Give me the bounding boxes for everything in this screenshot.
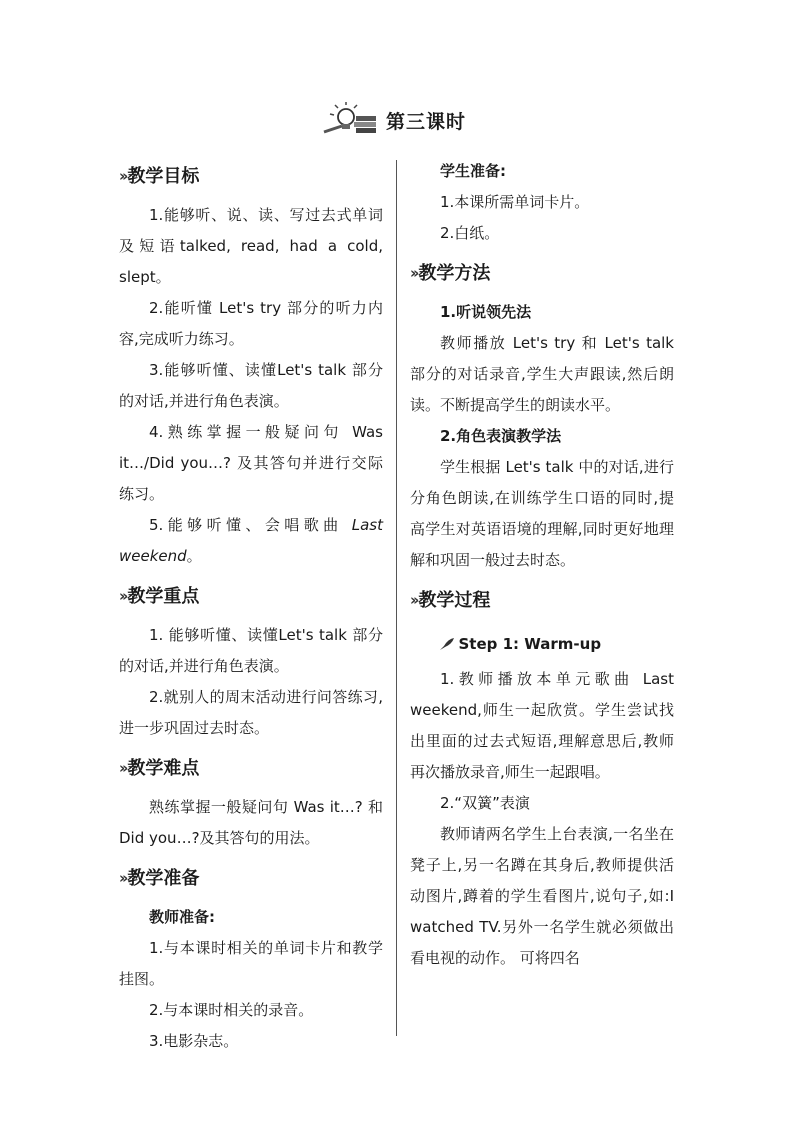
section-heading-preparation: ›› 教学准备 <box>119 860 383 896</box>
goal-3: 3.能够听懂、读懂Let's talk 部分的对话,并进行角色表演。 <box>119 361 383 410</box>
title-block <box>322 100 466 140</box>
key-point-2: 2.就别人的周末活动进行问答练习,进一步巩固过去时态。 <box>119 688 383 737</box>
goal-1: 1.能够听、说、读、写过去式单词及短语talked, read, had a cold, slept。 <box>119 206 383 286</box>
teacher-prep-label: 教师准备: <box>149 908 215 926</box>
teacher-prep-item-1: 1.与本课时相关的单词卡片和教学挂图。 <box>119 939 383 988</box>
right-column <box>410 158 674 974</box>
goal-5: 5.能够听懂、会唱歌曲 Last weekend。 <box>119 516 383 565</box>
section-heading-goals: ›› 教学目标 <box>119 158 383 194</box>
double-chevron-icon: ›› <box>410 263 417 282</box>
goal-4: 4.熟练掌握一般疑问句 Was it…/Did you…? 及其答句并进行交际练习。 <box>119 423 383 503</box>
process-item-1: 1.教师播放本单元歌曲 Last weekend,师生一起欣赏。学生尝试找出里面的过去式短语,理解意思后,教师再次播放录音,师生一起跟唱。 <box>410 670 674 781</box>
difficult-point: 熟练掌握一般疑问句 Was it…? 和 Did you…?及其答句的用法。 <box>119 798 383 847</box>
left-column <box>119 158 383 1057</box>
double-chevron-icon: ›› <box>119 758 126 777</box>
column-divider <box>396 160 397 1036</box>
method-2-text: 学生根据 Let's talk 中的对话,进行分角色朗读,在训练学生口语的同时,提高学生对英语语境的理解,同时更好地理解和巩固一般过去时态。 <box>410 458 674 569</box>
goal-2: 2.能听懂 Let's try 部分的听力内容,完成听力练习。 <box>119 299 383 348</box>
lightbulb-books-icon <box>322 102 380 138</box>
process-item-2-text: 教师请两名学生上台表演,一名坐在凳子上,另一名蹲在其身后,教师提供活动图片,蹲着的学生看图片,说句子,如:I watched TV.另外一名学生就必须做出看电视的动作。 可将四名 <box>410 825 674 967</box>
double-chevron-icon: ›› <box>119 166 126 185</box>
student-prep-label: 学生准备: <box>440 162 506 180</box>
page-title: 第三课时 <box>386 110 467 133</box>
student-prep-item-2: 2.白纸。 <box>440 224 500 242</box>
student-prep-item-1: 1.本课所需单词卡片。 <box>440 193 590 211</box>
process-item-2-title: 2.“双簧”表演 <box>440 794 530 812</box>
step-heading: Step 1: Warm-up <box>410 624 674 664</box>
double-chevron-icon: ›› <box>119 868 126 887</box>
key-point-1: 1. 能够听懂、读懂Let's talk 部分的对话,并进行角色表演。 <box>119 626 383 675</box>
section-heading-process: ›› 教学过程 <box>410 582 674 618</box>
double-chevron-icon: ›› <box>119 586 126 605</box>
method-1-text: 教师播放 Let's try 和 Let's talk 部分的对话录音,学生大声跟读,然后朗读。不断提高学生的朗读水平。 <box>410 334 674 414</box>
method-2-title: 2.角色表演教学法 <box>440 427 562 445</box>
section-heading-methods: ›› 教学方法 <box>410 255 674 291</box>
method-1-title: 1.听说领先法 <box>440 303 532 321</box>
teacher-prep-item-2: 2.与本课时相关的录音。 <box>149 1001 314 1019</box>
double-chevron-icon: ›› <box>410 590 417 609</box>
section-heading-key-points: ›› 教学重点 <box>119 578 383 614</box>
teacher-prep-item-3: 3.电影杂志。 <box>149 1032 239 1050</box>
quill-icon <box>439 637 455 651</box>
section-heading-difficult-points: ›› 教学难点 <box>119 750 383 786</box>
